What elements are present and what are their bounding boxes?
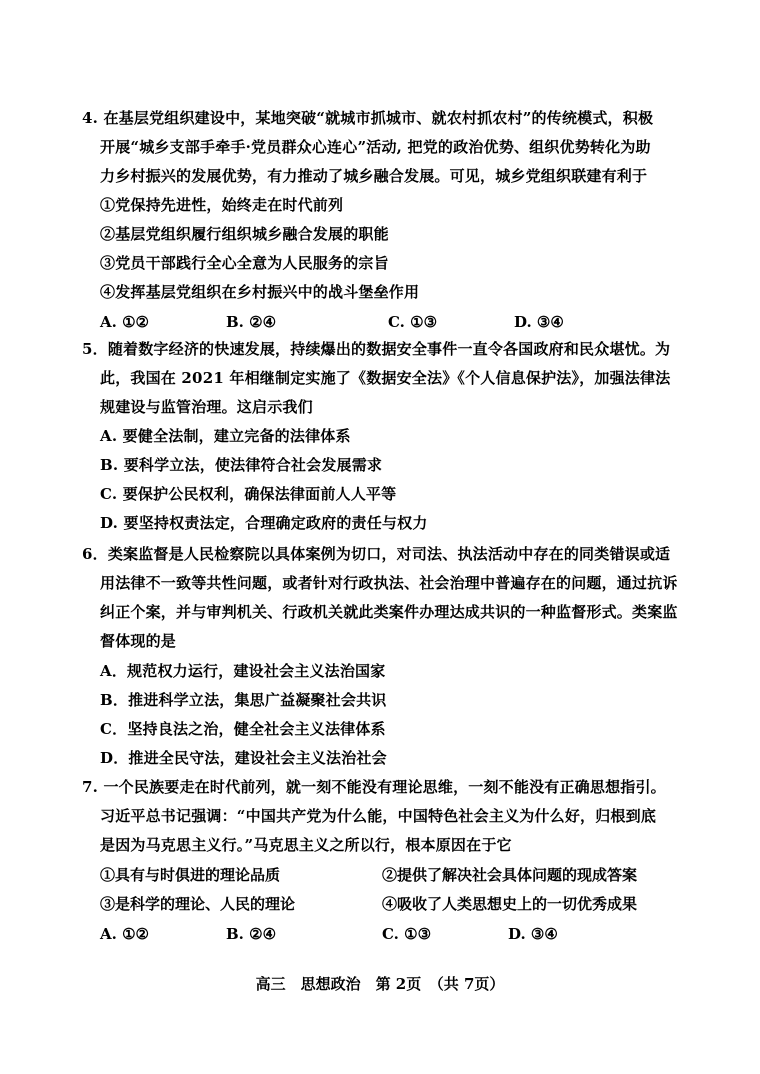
q5-stem-line-1: 5．随着数字经济的快速发展，持续爆出的数据安全事件一直令各国政府和民众堪忧。为 [82,340,671,358]
q4-stem-line-3: 力乡村振兴的发展优势，有力推动了城乡融合发展。可见，城乡党组织联建有利于 [100,167,648,185]
q4-choice-d: D. ③④ [514,313,564,331]
q6-stem-line-2: 用法律不一致等共性问题，或者针对行政执法、社会治理中普遍存在的问题，通过抗诉 [100,574,678,592]
q6-stem-line-1: 6．类案监督是人民检察院以具体案例为切口，对司法、执法活动中存在的同类错误或适 [82,545,671,563]
q7-stem-line-3: 是因为马克思主义行。”马克思主义之所以行，根本原因在于它 [100,836,512,854]
q7-stem-line-2: 习近平总书记强调：“中国共产党为什么能，中国特色社会主义为什么好，归根到底 [100,807,657,825]
q7-choice-d: D. ③④ [508,925,558,943]
q4-choice-b: B. ②④ [226,313,277,331]
q5-stem-line-2: 此，我国在 2021 年相继制定实施了《数据安全法》《个人信息保护法》，加强法律法 [100,369,671,387]
q6-option-d: D．推进全民守法，建设社会主义法治社会 [100,749,387,767]
q4-item-1: ①党保持先进性，始终走在时代前列 [100,196,344,214]
q5-option-d: D. 要坚持权责法定，合理确定政府的责任与权力 [100,514,428,532]
q7-stem-line-1: 7. 一个民族要走在时代前列，就一刻不能没有理论思维，一刻不能没有正确思想指引。 [82,778,666,796]
q5-option-a: A. 要健全法制，建立完备的法律体系 [100,427,351,445]
q4-choice-a: A. ①② [100,313,149,331]
q7-item-3: ③是科学的理论、人民的理论 [100,895,296,913]
q4-item-2: ②基层党组织履行组织城乡融合发展的职能 [100,225,389,243]
q6-stem-line-4: 督体现的是 [100,632,177,650]
q7-item-1: ①具有与时俱进的理论品质 [100,866,281,884]
q6-option-a: A．规范权力运行，建设社会主义法治国家 [100,662,386,680]
q5-stem-line-3: 规建设与监管治理。这启示我们 [100,398,313,416]
page-footer: 高三 思想政治 第 2页 （共 7页） [255,975,505,993]
q5-option-b: B. 要科学立法，使法律符合社会发展需求 [100,456,383,474]
q6-option-b: B．推进科学立法，集思广益凝聚社会共识 [100,691,387,709]
q4-stem-line-2: 开展“城乡支部手牵手·党员群众心连心”活动, 把党的政治优势、组织优势转化为助 [100,138,651,156]
q7-choice-b: B. ②④ [226,925,277,943]
q4-item-4: ④发挥基层党组织在乡村振兴中的战斗堡垒作用 [100,283,420,301]
q4-item-3: ③党员干部践行全心全意为人民服务的宗旨 [100,254,389,272]
q4-choice-c: C. ①③ [388,313,438,331]
q6-stem-line-3: 纠正个案，并与审判机关、行政机关就此类案件办理达成共识的一种监督形式。类案监 [100,603,678,621]
q7-item-4: ④吸收了人类思想史上的一切优秀成果 [382,895,638,913]
q6-option-c: C．坚持良法之治，健全社会主义法律体系 [100,720,386,738]
q7-choice-a: A. ①② [100,925,149,943]
q4-stem-line-1: 4. 在基层党组织建设中，某地突破“就城市抓城市、就农村抓农村”的传统模式，积极 [82,109,654,127]
q5-option-c: C. 要保护公民权利，确保法律面前人人平等 [100,485,397,503]
q7-choice-c: C. ①③ [382,925,432,943]
q7-item-2: ②提供了解决社会具体问题的现成答案 [382,866,638,884]
